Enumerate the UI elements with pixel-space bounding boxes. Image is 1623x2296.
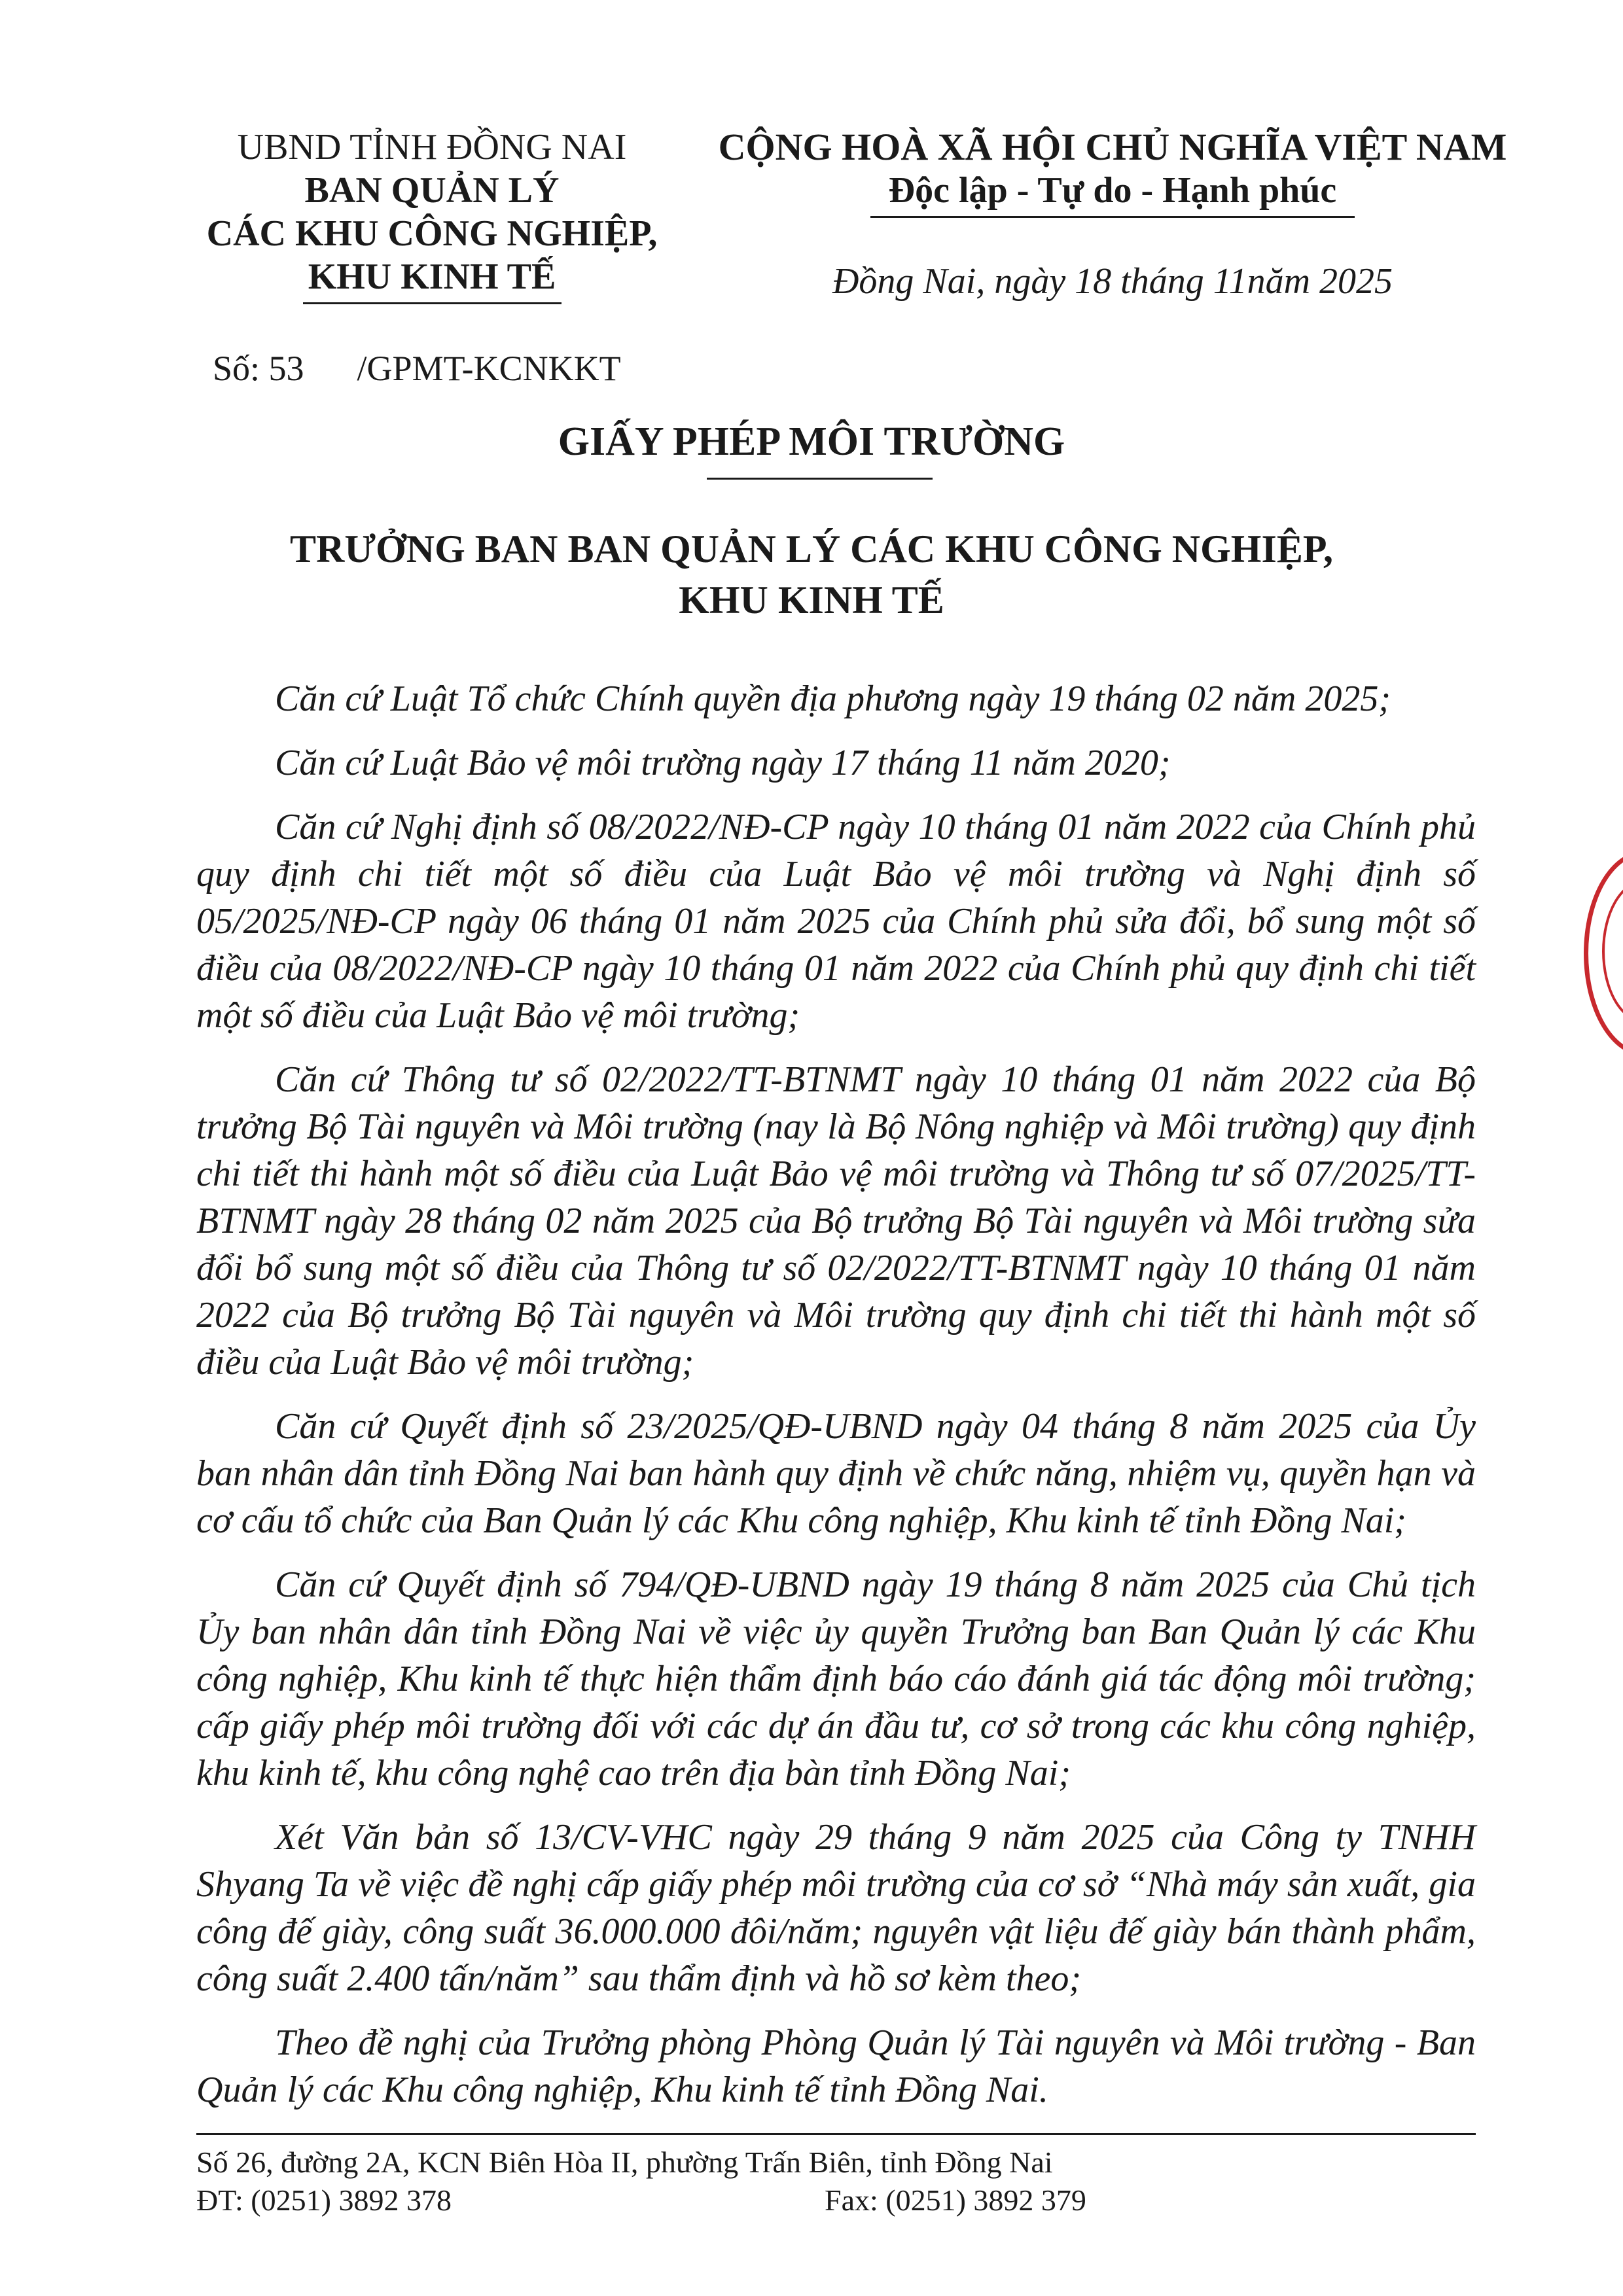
- legal-basis-paragraph: Theo đề nghị của Trưởng phòng Phòng Quản lý Tài nguyên và Môi trường - Ban Quản lý các Khu công nghiệp, Khu kinh tế tỉnh Đồng Nai.: [196, 2022, 1476, 2110]
- agency-name-line2: CÁC KHU CÔNG NGHIỆP,: [206, 213, 658, 254]
- country-name: CỘNG HOÀ XÃ HỘI CHỦ NGHĨA VIỆT NAM: [718, 126, 1507, 168]
- agency-underline: [303, 302, 562, 304]
- legal-basis-paragraph: Căn cứ Quyết định số 794/QĐ-UBND ngày 19 tháng 8 năm 2025 của Chủ tịch Ủy ban nhân dân tỉnh Đồng Nai về việc ủy quyền Trưởng ban Ban Quản lý các Khu công nghiệp, Khu kinh tế thực hiện thẩm định báo cáo đánh giá tác động môi trường; cấp giấy phép môi trường đối với các dự án đầu tư, cơ sở trong các khu công nghiệp, khu kinh tế, khu công nghệ cao trên địa bàn tỉnh Đồng Nai;: [196, 1564, 1476, 1793]
- authority-line1: TRƯỞNG BAN BAN QUẢN LÝ CÁC KHU CÔNG NGHIỆP,: [290, 527, 1333, 571]
- legal-basis-paragraph: Căn cứ Luật Tổ chức Chính quyền địa phương ngày 19 tháng 02 năm 2025;: [275, 679, 1391, 719]
- motto-underline: [870, 216, 1355, 218]
- agency-name-line1: BAN QUẢN LÝ: [304, 170, 560, 211]
- footer-phone: ĐT: (0251) 3892 378: [196, 2183, 452, 2217]
- legal-basis-paragraph: Căn cứ Quyết định số 23/2025/QĐ-UBND ngày 04 tháng 8 năm 2025 của Ủy ban nhân dân tỉnh Đồng Nai ban hành quy định về chức năng, nhiệm vụ, quyền hạn và cơ cấu tổ chức của Ban Quản lý các Khu công nghiệp, Khu kinh tế tỉnh Đồng Nai;: [196, 1406, 1476, 1541]
- agency-name-line3: KHU KINH TẾ: [308, 256, 556, 297]
- legal-basis-paragraph: Căn cứ Thông tư số 02/2022/TT-BTNMT ngày 10 tháng 01 năm 2022 của Bộ trưởng Bộ Tài nguyên và Môi trường (nay là Bộ Nông nghiệp và Môi trường) quy định chi tiết thi hành một số điều của Luật Bảo vệ môi trường và Thông tư số 07/2025/TT-BTNMT ngày 28 tháng 02 năm 2025 của Bộ trưởng Bộ Tài nguyên và Môi trường sửa đổi bổ sung một số điều của Thông tư số 02/2022/TT-BTNMT ngày 10 tháng 01 năm 2022 của Bộ trưởng Bộ Tài nguyên và Môi trường quy định chi tiết thi hành một số điều của Luật Bảo vệ môi trường;: [196, 1059, 1476, 1383]
- legal-basis: [196, 675, 1476, 2130]
- document-number: Số: 53 /GPMT-KCNKKT: [213, 349, 621, 388]
- province-name: UBND TỈNH ĐỒNG NAI: [237, 127, 627, 168]
- national-header-block: [707, 126, 1518, 303]
- footer-address: Số 26, đường 2A, KCN Biên Hòa II, phường Trấn Biên, tỉnh Đồng Nai: [196, 2146, 1053, 2179]
- document-title: GIẤY PHÉP MÔI TRƯỜNG: [558, 419, 1065, 464]
- legal-basis-paragraph: Căn cứ Luật Bảo vệ môi trường ngày 17 tháng 11 năm 2020;: [275, 743, 1171, 783]
- issue-date: Đồng Nai, ngày 18 tháng 11năm 2025: [832, 261, 1393, 302]
- footer: [196, 2144, 1476, 2219]
- authority-line2: KHU KINH TẾ: [679, 578, 944, 622]
- title-underline: [707, 478, 933, 480]
- legal-basis-paragraph: Xét Văn bản số 13/CV-VHC ngày 29 tháng 9 năm 2025 của Công ty TNHH Shyang Ta về việc đề nghị cấp giấy phép môi trường của cơ sở “Nhà máy sản xuất, gia công đế giày, công suất 36.000.000 đôi/năm; nguyên vật liệu đế giày bán thành phẩm, công suất 2.400 tấn/năm” sau thẩm định và hồ sơ kèm theo;: [196, 1817, 1476, 1999]
- footer-contact-row: [196, 2181, 1476, 2219]
- footer-divider: [196, 2133, 1476, 2135]
- issuing-agency-block: [164, 126, 700, 304]
- footer-fax: Fax: (0251) 3892 379: [825, 2183, 1086, 2217]
- issuing-authority: [0, 523, 1623, 626]
- legal-basis-paragraph: Căn cứ Nghị định số 08/2022/NĐ-CP ngày 10 tháng 01 năm 2022 của Chính phủ quy định chi tiết một số điều của Luật Bảo vệ môi trường và Nghị định số 05/2025/NĐ-CP ngày 06 tháng 01 năm 2025 của Chính phủ sửa đổi, bổ sung một số điều của 08/2022/NĐ-CP ngày 10 tháng 01 năm 2022 của Chính phủ quy định chi tiết một số điều của Luật Bảo vệ môi trường;: [196, 807, 1476, 1036]
- national-motto: Độc lập - Tự do - Hạnh phúc: [888, 170, 1337, 211]
